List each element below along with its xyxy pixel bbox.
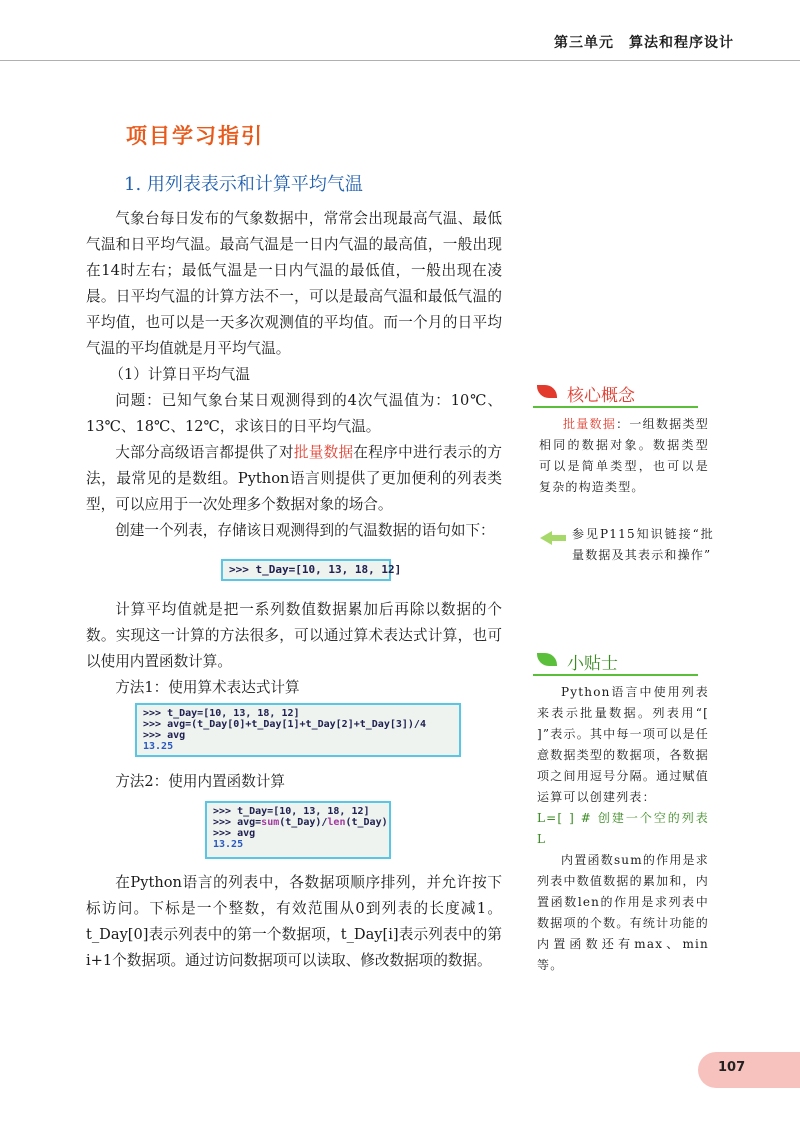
code-line [213, 817, 388, 828]
step-label: （1）计算日平均气温 [109, 366, 250, 383]
tips-paragraph: Python语言中使用列表来表示批量数据。列表用“[ ]”表示。其中每一项可以是任意数据类型的数据项，各数据项之间用逗号分隔。通过赋值运算可以创建列表： [537, 685, 709, 804]
tips-text [537, 682, 709, 976]
code-output: 13.25 [213, 839, 244, 850]
paragraph-weather-intro: 气象台每日发布的气象数据中，常常会出现最高气温、最低气温和日平均气温。最高气温是一日内气温的最高值，一般出现在14时左右；最低气温是一日内气温的最低值，一般出现在凌晨。日平均气温的计算方法不一，可以是最高气温和最低气温的平均值，也可以是一天多次观测值的平均值。而一个月的日平均气温的平均值就是月平均气温。 [86, 210, 502, 357]
code-line: >>> t_Day=[10, 13, 18, 12] [213, 806, 370, 817]
tips-heading [533, 648, 698, 676]
code-snippet-method2 [205, 801, 391, 859]
arrow-tail [551, 535, 566, 541]
paragraph-list-index: 在Python语言的列表中，各数据项顺序排列，并允许按下标访问。下标是一个整数，有效范围从0到列表的长度减1。t_Day[0]表示列表中的第一个数据项，t_Day[i]表示列表中的第i+1个数据项。通过访问数据项可以读取、修改数据项的数据。 [86, 874, 502, 969]
code-function-sum: sum [261, 817, 280, 828]
code-line: t_Day=[10, 13, 18, 12] [255, 563, 402, 576]
text-span: ：一组数据类型相同的数据对象。数据类型可以是简单类型，也可以是复杂的构造类型。 [539, 417, 709, 494]
leaf-icon [537, 385, 557, 398]
batch-data-term: 批量数据 [293, 444, 354, 461]
core-concept-title: 核心概念 [567, 386, 635, 406]
reference-text: 参见P115知识链接“批量数据及其表示和操作” [572, 527, 714, 562]
code-function-len: len [327, 817, 346, 828]
tips-code: L=[ ] # 创建一个空的列表 L [537, 811, 709, 846]
code-line: >>> avg [213, 828, 256, 839]
core-concept-paragraph [539, 414, 709, 498]
tips-paragraph: 内置函数sum的作用是求列表中数值数据的累加和，内置函数len的作用是求列表中数据项的个数。有统计功能的内置函数还有max、min等。 [537, 853, 709, 972]
page-number: 107 [718, 1060, 746, 1075]
intro-block [86, 206, 502, 544]
code-text: (t_Day)/ [279, 817, 328, 828]
core-concept-text [539, 414, 709, 498]
text-span: 大部分高级语言都提供了对 [115, 444, 294, 461]
code-snippet-create-list [221, 559, 402, 581]
reference-note [572, 524, 714, 566]
subsection-title: 1. 用列表表示和计算平均气温 [124, 174, 363, 195]
code-line: >>> avg [143, 730, 186, 741]
section-title: 项目学习指引 [126, 124, 264, 148]
text-span: 在程序中进行表示的方法，最常见的是数组。Python语言则提供了更加便利的列表类型，可以应用于一次处理多个数据对象的场合。 [86, 444, 502, 513]
average-explanation-block [86, 597, 502, 701]
code-output: 13.25 [143, 741, 174, 752]
method1-label: 方法1：使用算术表达式计算 [115, 679, 300, 696]
paragraph-create-list: 创建一个列表，存储该日观测得到的气温数据的语句如下： [115, 522, 495, 539]
code-snippet-method1 [135, 703, 461, 757]
core-concept-heading [533, 380, 698, 408]
header-divider [0, 60, 800, 61]
code-line: >>> t_Day=[10, 13, 18, 12] [143, 708, 300, 719]
paragraph-average: 计算平均值就是把一系列数值数据累加后再除以数据的个数。实现这一计算的方法很多，可以通过算术表达式计算，也可以使用内置函数计算。 [86, 601, 502, 670]
method2-block [86, 769, 502, 795]
code-prompt: >>> [229, 563, 256, 576]
code-text: >>> avg= [213, 817, 262, 828]
code-line: >>> avg=(t_Day[0]+t_Day[1]+t_Day[2]+t_Day[3])/4 [143, 719, 426, 730]
problem-statement: 问题：已知气象台某日观测得到的4次气温值为：10℃、13℃、18℃、12℃，求该日的日平均气温。 [86, 392, 502, 435]
tips-title: 小贴士 [567, 654, 618, 674]
list-index-block [86, 870, 502, 974]
leaf-icon [537, 653, 557, 666]
code-text: (t_Day) [345, 817, 388, 828]
paragraph-batch-data [86, 440, 502, 518]
core-concept-term: 批量数据 [563, 417, 617, 431]
page-number-tab [698, 1052, 800, 1088]
method2-label: 方法2：使用内置函数计算 [115, 773, 286, 790]
running-header: 第三单元 算法和程序设计 [554, 35, 734, 51]
